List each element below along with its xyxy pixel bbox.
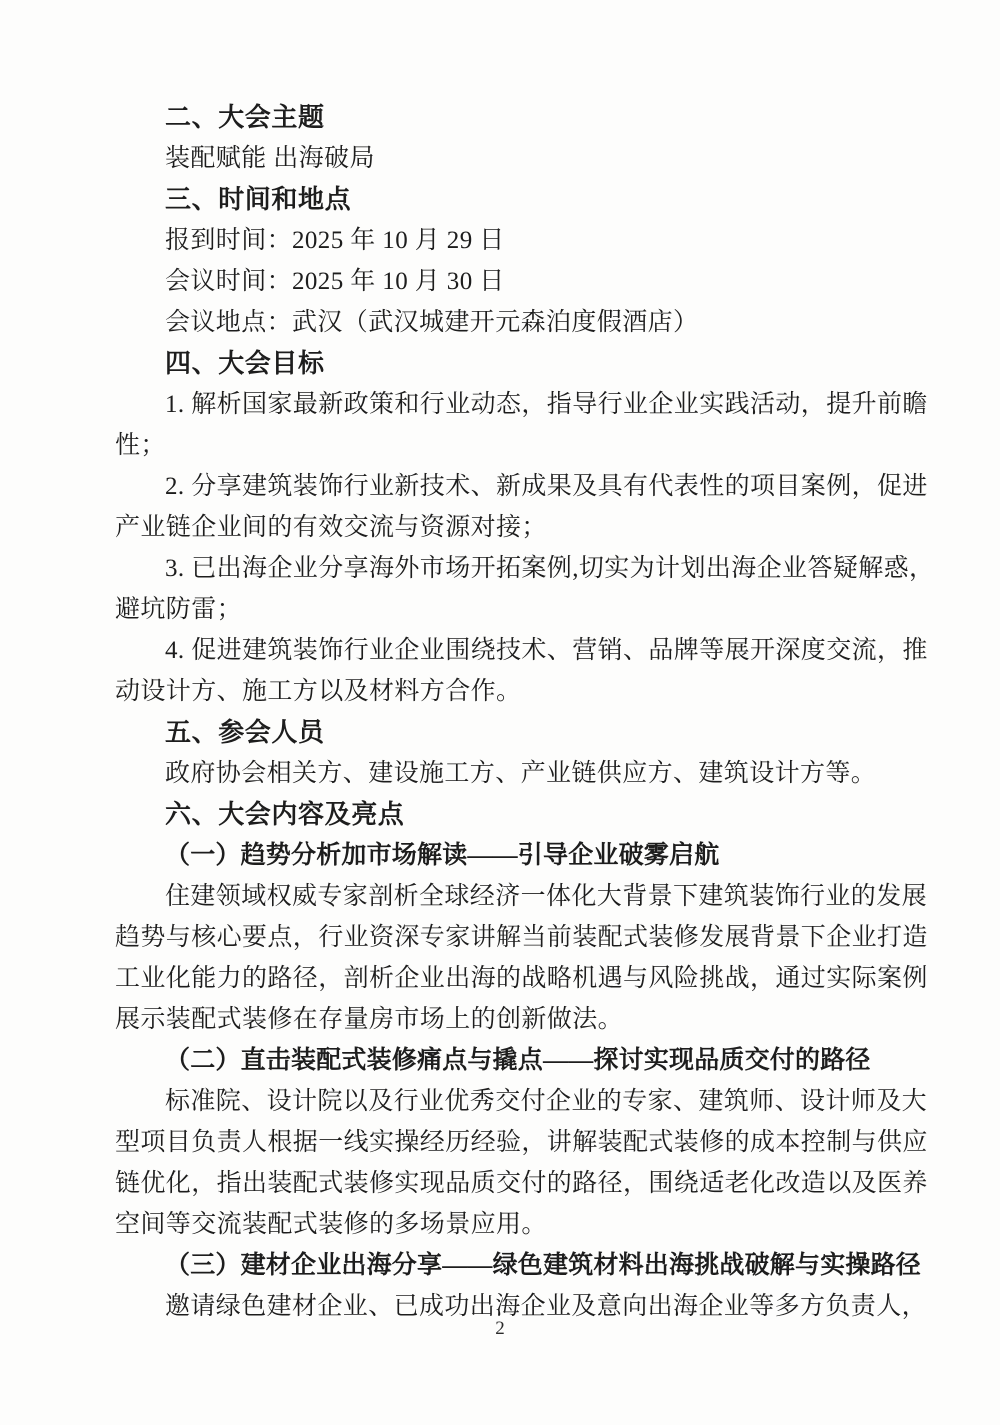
document-line: 会议时间：2025 年 10 月 30 日 — [165, 268, 505, 295]
document-line: 工业化能力的路径，剖析企业出海的战略机遇与风险挑战，通过实际案例 — [115, 965, 928, 992]
document-line: 4. 促进建筑装饰行业企业围绕技术、营销、品牌等展开深度交流，推 — [165, 637, 928, 664]
document-heading: 五、参会人员 — [165, 717, 325, 747]
document-heading: 三、时间和地点 — [165, 184, 352, 214]
document-line: 避坑防雷； — [115, 596, 243, 623]
document-heading: 四、大会目标 — [165, 348, 325, 378]
document-line: 空间等交流装配式装修的多场景应用。 — [115, 1211, 547, 1238]
document-heading: 六、大会内容及亮点 — [165, 799, 405, 829]
document-line: 会议地点：武汉（武汉城建开元森泊度假酒店） — [165, 309, 699, 336]
page-number: 2 — [495, 1318, 505, 1339]
document-heading: 二、大会主题 — [165, 102, 325, 132]
document-line: 住建领域权威专家剖析全球经济一体化大背景下建筑装饰行业的发展 — [165, 883, 928, 910]
document-line: 展示装配式装修在存量房市场上的创新做法。 — [115, 1006, 624, 1033]
document-line: 性； — [115, 432, 166, 459]
document-line: 报到时间：2025 年 10 月 29 日 — [165, 227, 505, 254]
document-line: 邀请绿色建材企业、已成功出海企业及意向出海企业等多方负责人， — [165, 1293, 928, 1320]
document-line: 产业链企业间的有效交流与资源对接； — [115, 514, 547, 541]
document-subheading: （一）趋势分析加市场解读——引导企业破雾启航 — [165, 842, 720, 869]
document-content — [115, 97, 935, 1327]
document-subheading: （二）直击装配式装修痛点与撬点——探讨实现品质交付的路径 — [165, 1047, 871, 1074]
document-line: 3. 已出海企业分享海外市场开拓案例,切实为计划出海企业答疑解惑， — [165, 555, 935, 582]
document-line: 趋势与核心要点，行业资深专家讲解当前装配式装修发展背景下企业打造 — [115, 924, 928, 951]
document-line: 1. 解析国家最新政策和行业动态，指导行业企业实践活动，提升前瞻 — [165, 391, 928, 418]
document-line: 装配赋能 出海破局 — [165, 145, 375, 172]
document-line: 2. 分享建筑装饰行业新技术、新成果及具有代表性的项目案例，促进 — [165, 473, 928, 500]
document-line: 标准院、设计院以及行业优秀交付企业的专家、建筑师、设计师及大 — [165, 1088, 928, 1115]
document-line: 型项目负责人根据一线实操经历经验，讲解装配式装修的成本控制与供应 — [115, 1129, 928, 1156]
document-line: 链优化，指出装配式装修实现品质交付的路径，围绕适老化改造以及医养 — [115, 1170, 928, 1197]
document-subheading: （三）建材企业出海分享——绿色建筑材料出海挑战破解与实操路径 — [165, 1252, 922, 1279]
document-line: 政府协会相关方、建设施工方、产业链供应方、建筑设计方等。 — [165, 760, 877, 787]
document-line: 动设计方、施工方以及材料方合作。 — [115, 678, 522, 705]
